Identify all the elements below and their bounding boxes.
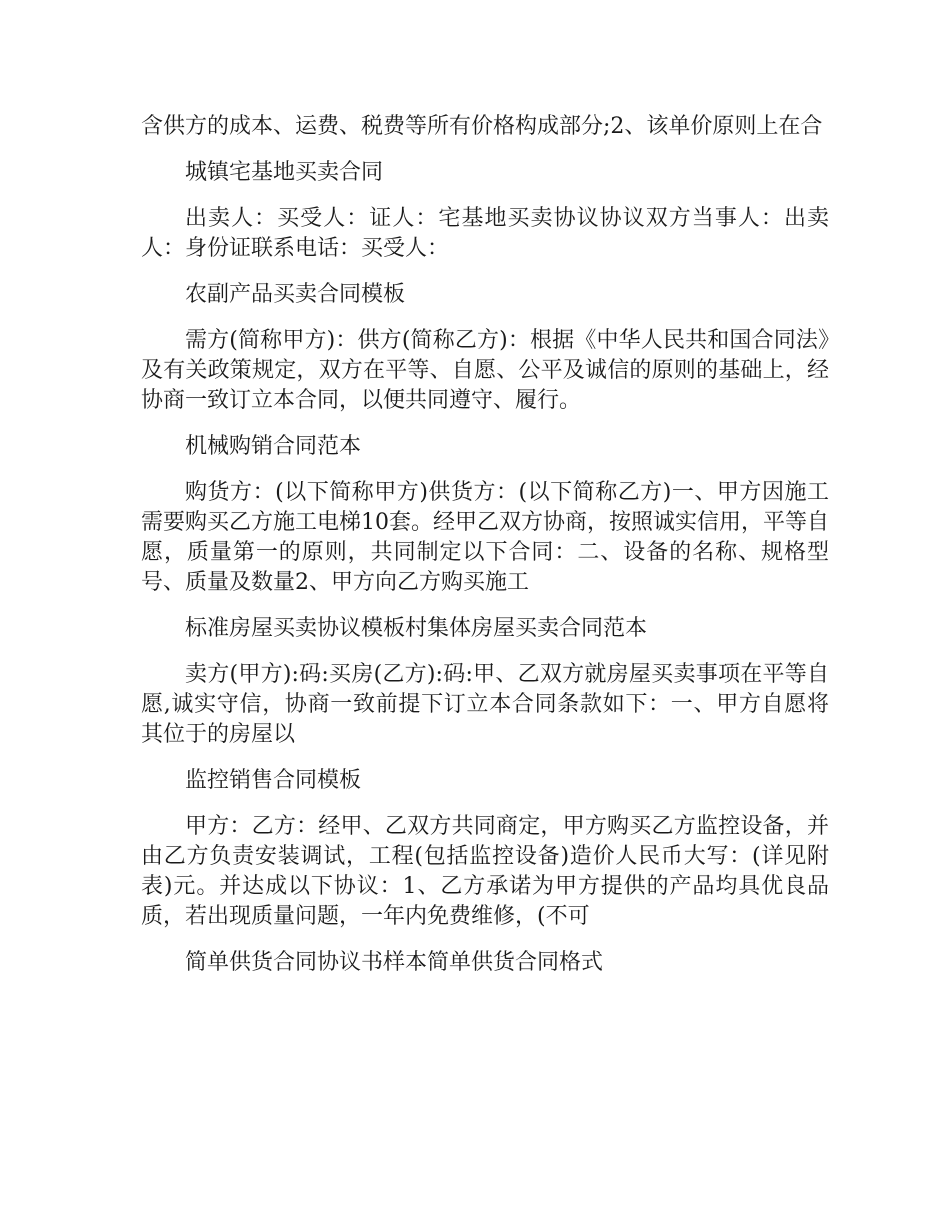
paragraph-homestead-sale: 出卖人：买受人：证人：宅基地买卖协议协议双方当事人：出卖人：身份证联系电话：买受人： [141,206,829,261]
section-title-homestead-sale: 城镇宅基地买卖合同 [185,160,384,185]
paragraph-farm-products: 需方(简称甲方)：供方(简称乙方)：根据《中华人民共和国合同法》及有关政策规定，双方在平等、自愿、公平及诚信的原则的基础上，经协商一致订立本合同，以便共同遵守、履行。 [141,328,829,413]
section-title-supply-agreement: 简单供货合同协议书样本简单供货合同格式 [185,950,604,975]
paragraph-surveillance: 甲方：乙方：经甲、乙双方共同商定，甲方购买乙方监控设备，并由乙方负责安装调试，工程(包括监控设备)造价人民币大写：(详见附表)元。并达成以下协议：1、乙方承诺为甲方提供的产品均具优良品质，若出现质量问题，一年内免费维修，(不可 [141,814,829,929]
section-title-house-sale: 标准房屋买卖协议模板村集体房屋买卖合同范本 [185,616,648,641]
section-title-machinery: 机械购销合同范本 [185,434,362,459]
document-body [141,112,829,994]
paragraph-continuation: 含供方的成本、运费、税费等所有价格构成部分;2、该单价原则上在合 [141,114,823,139]
section-title-farm-products: 农副产品买卖合同模板 [185,282,406,307]
paragraph-machinery: 购货方：(以下简称甲方)供货方：(以下简称乙方)一、甲方因施工需要购买乙方施工电梯10套。经甲乙双方协商，按照诚实信用，平等自愿，质量第一的原则，共同制定以下合同：二、设备的名称、规格型号、质量及数量2、甲方向乙方购买施工 [141,480,829,595]
section-title-surveillance: 监控销售合同模板 [185,768,362,793]
paragraph-house-sale: 卖方(甲方):码:买房(乙方):码:甲、乙双方就房屋买卖事项在平等自愿,诚实守信，协商一致前提下订立本合同条款如下：一、甲方自愿将其位于的房屋以 [141,662,829,747]
